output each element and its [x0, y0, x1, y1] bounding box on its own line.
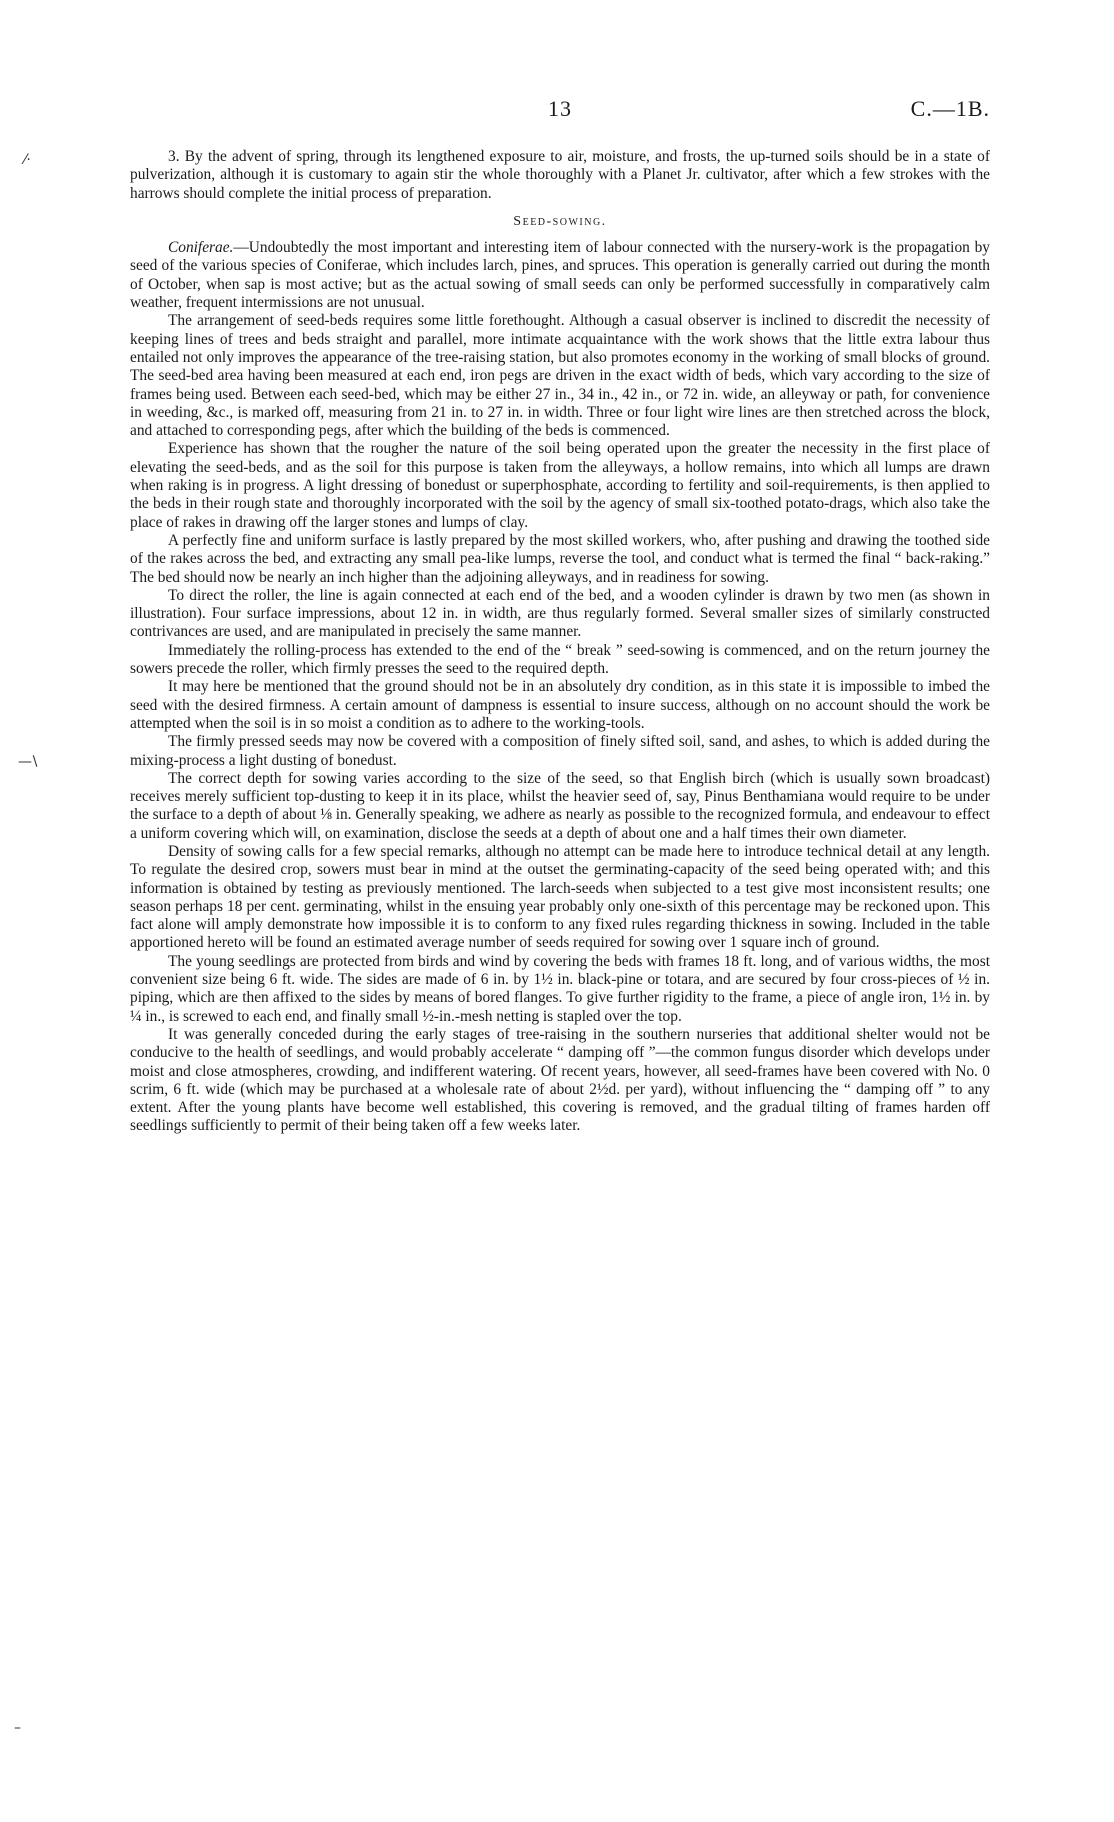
paragraph: The firmly pressed seeds may now be covered with a composition of finely sifted soil, sand, and ashes, to which is added during the mixing-process a light dusting of bonedust. [130, 733, 990, 769]
section-heading: Seed-sowing. [513, 213, 607, 229]
paragraph-intro: 3. By the advent of spring, through its lengthened exposure to air, moisture, and frosts, the up-turned soils should be in a state of pulverization, although it is customary to again stir the whole thoroughly with a Planet Jr. cultivator, after which a few strokes with the harrows should complete the initial process of preparation. [130, 148, 990, 202]
paragraph: The arrangement of seed-beds requires some little forethought. Although a casual observer is inclined to discredit the necessity of keeping lines of trees and beds straight and parallel, more intimate acquaintance with the work shows that the little extra labour thus entailed not only improves the appearance of the tree-raising station, but also promotes economy in the working of small blocks of ground. The seed-bed area having been measured at each end, iron pegs are driven in the exact width of beds, which vary according to the size of frames being used. Between each seed-bed, which may be either 27 in., 34 in., 42 in., or 72 in. wide, an alleyway or path, for convenience in weeding, &c., is marked off, measuring from 21 in. to 27 in. in width. Three or four light wire lines are then stretched across the block, and attached to corresponding pegs, after which the building of the beds is commenced. [130, 312, 990, 440]
margin-mark-middle: —∖ [18, 754, 37, 770]
paragraph: It may here be mentioned that the ground should not be in an absolutely dry condition, as in this state it is impossible to imbed the seed with the desired firmness. A certain amount of dampness is essential to insure success, although on no account should the work be attempted when the soil is in so moist a condition as to adhere to the working-tools. [130, 678, 990, 732]
paragraph: A perfectly fine and uniform surface is lastly prepared by the most skilled workers, who, after pushing and drawing the toothed side of the rakes across the bed, and extracting any small pea-like lumps, reverse the tool, and conduct what is termed the final “ back-raking.” The bed should now be nearly an inch higher than the adjoining alleyways, and in readiness for sowing. [130, 531, 990, 586]
page-header [130, 96, 990, 124]
margin-mark-top: ⁄· [24, 152, 31, 168]
paragraph-coniferae-text: —Undoubtedly the most important and interesting item of labour connected with the nursery-work is the propagation by seed of the various species of Coniferae, which includes larch, pines, and spruces. This operation is generally carried out during the month of October, when sap is most active; but as the actual sowing of small seeds can only be performed successfully in comparatively calm weather, frequent intermissions are not unusual. [130, 239, 990, 312]
paragraph: It was generally conceded during the early stages of tree-raising in the southern nurseries that additional shelter would not be conducive to the health of seedlings, and would probably accelerate “ damping off ”—the common fungus disorder which develops under moist and close atmospheres, crowding, and indifferent watering. Of recent years, however, all seed-frames have been covered with No. 0 scrim, 6 ft. wide (which may be purchased at a wholesale rate of about 2½d. per yard), without influencing the “ damping off ” to any extent. After the young plants have become well established, this covering is removed, and the gradual tilting of frames harden off seedlings sufficiently to permit of their being taken off a few weeks later. [130, 1025, 990, 1135]
paragraph: The young seedlings are protected from birds and wind by covering the beds with frames 18 ft. long, and of various widths, the most convenient size being 6 ft. wide. The sides are made of 6 in. by 1½ in. black-pine or totara, and are secured by four cross-pieces of ½ in. piping, which are then affixed to the sides by means of bored flanges. To give further rigidity to the frame, a piece of angle iron, 1½ in. by ¼ in., is screwed to each end, and finally small ½-in.-mesh netting is stapled over the top. [130, 952, 990, 1025]
document-reference: C.—1B. [910, 96, 990, 121]
paragraph: The correct depth for sowing varies according to the size of the seed, so that English birch (which is usually sown broadcast) receives merely sufficient top-dusting to keep it in its place, whilst the heavier seed of, say, Pinus Benthamiana would require to be under the surface to a depth of about ⅛ in. Generally speaking, we adhere as nearly as possible to the recognized formula, and endeavour to effect a uniform covering which will, on examination, disclose the seeds at a depth of about one and a half times their own diameter. [130, 769, 990, 842]
page-number: 13 [548, 96, 572, 121]
margin-mark-bottom: – [14, 1720, 21, 1736]
paragraph: Immediately the rolling-process has extended to the end of the “ break ” seed-sowing is commenced, and on the return journey the sowers precede the roller, which firmly presses the seed to the required depth. [130, 641, 990, 678]
paragraph: To direct the roller, the line is again connected at each end of the bed, and a wooden cylinder is drawn by two men (as shown in illustration). Four surface impressions, about 12 in. in width, are thus regularly formed. Several smaller sizes of similarly constructed contrivances are used, and are manipulated in precisely the same manner. [130, 586, 990, 641]
paragraph: Density of sowing calls for a few special remarks, although no attempt can be made here to introduce technical detail at any length. To regulate the desired crop, sowers must bear in mind at the outset the germinating-capacity of the seed being operated with; and this information is obtained by testing as previously mentioned. The larch-seeds when subjected to a test give most inconsistent results; one season perhaps 18 per cent. germinating, whilst in the ensuing year probably only one-sixth of this percentage may be reckoned upon. This fact alone will amply demonstrate how impossible it is to conform to any fixed rules regarding thickness in sowing. Included in the table apportioned hereto will be found an estimated average number of seeds required for sowing over 1 square inch of ground. [130, 842, 990, 952]
paragraph-coniferae [130, 239, 990, 312]
paragraph: Experience has shown that the rougher the nature of the soil being operated upon the greater the necessity in the first place of elevating the seed-beds, and as the soil for this purpose is taken from the alleyways, a hollow remains, into which all lumps are drawn when raking is in progress. A light dressing of bonedust or superphosphate, according to fertility and soil-requirements, is then applied to the beds in their rough state and thoroughly incorporated with the soil by the agency of small six-toothed potato-drags, which also take the place of rakes in drawing off the larger stones and lumps of clay. [130, 440, 990, 531]
run-in-title: Coniferae. [168, 239, 234, 257]
body-text [130, 148, 990, 1136]
